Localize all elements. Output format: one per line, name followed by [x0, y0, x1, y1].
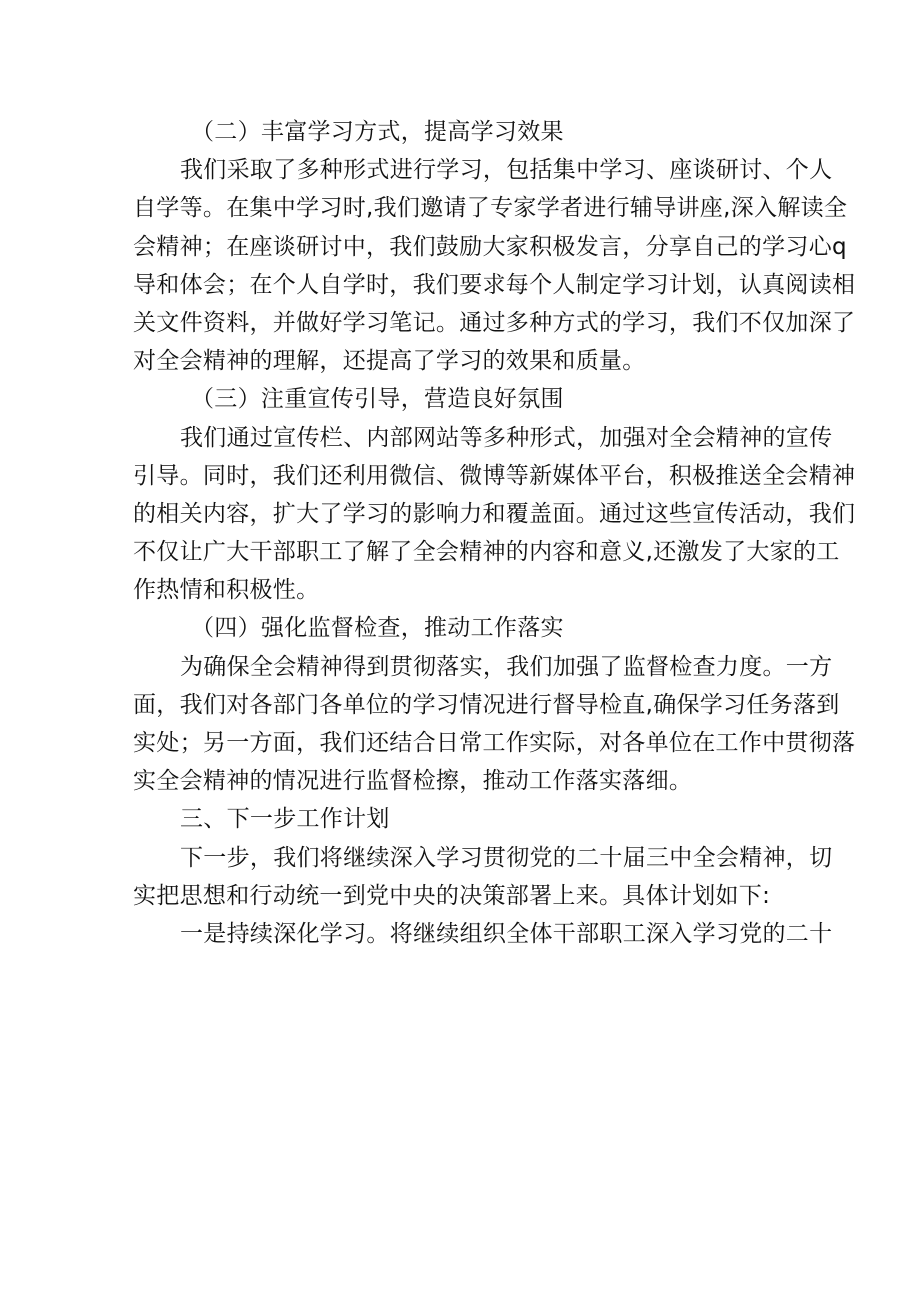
paragraph-line: 的相关内容，扩大了学习的影响力和覆盖面。通过这些宣传活动，我们	[133, 500, 856, 527]
paragraph-line: 会精神；在座谈研讨中，我们鼓励大家积极发言，分享自己的学习心q	[133, 233, 847, 260]
paragraph-line: 对全会精神的理解，还提高了学习的效果和质量。	[133, 348, 646, 375]
paragraph-line: 作热情和积极性。	[133, 577, 320, 604]
section-heading-next-plan	[133, 800, 793, 838]
paragraph-line: 实把思想和行动统一到党中央的决策部署上来。具体计划如下:	[133, 882, 771, 909]
paragraph-line: 自学等。在集中学习时,我们邀请了专家学者进行辅导讲座,深入解读全	[133, 195, 848, 222]
paragraph-supervision	[133, 648, 856, 801]
paragraph-publicity	[133, 419, 856, 610]
heading-line: （二）丰富学习方式，提高学习效果	[191, 119, 564, 145]
heading-line: （三）注重宣传引导，营造良好氛围	[191, 386, 564, 413]
paragraph-plan-item-1	[133, 915, 833, 953]
heading-line: 三、下一步工作计划	[180, 806, 390, 833]
section-heading-3	[133, 380, 793, 418]
paragraph-line: 一是持续深化学习。将继续组织全体干部职工深入学习党的二十	[180, 920, 833, 947]
paragraph-line: 我们通过宣传栏、内部网站等多种形式，加强对全会精神的宣传	[180, 424, 833, 451]
paragraph-line: 实处；另一方面，我们还结合日常工作实际，对各单位在工作中贯彻落	[133, 730, 856, 756]
paragraph-line: 为确保全会精神得到贯彻落实，我们加强了监督检查力度。一方	[180, 653, 833, 680]
section-heading-2	[133, 113, 793, 151]
paragraph-line: 不仅让广大干部职工了解了全会精神的内容和意义,还激发了大家的工	[133, 539, 840, 566]
paragraph-line: 实全会精神的情况进行监督检擦，推动工作落实落细。	[133, 768, 693, 795]
paragraph-line: 面，我们对各部门各单位的学习情况进行督导检直,确保学习任务落到	[133, 691, 840, 718]
paragraph-line: 引导。同时，我们还利用微信、微博等新媒体平台，积极推送全会精神	[133, 462, 856, 489]
section-heading-4	[133, 609, 793, 647]
paragraph-next-step	[133, 839, 833, 915]
paragraph-line: 我们采取了多种形式进行学习，包括集中学习、座谈研讨、个人	[180, 157, 833, 184]
paragraph-line: 下一步，我们将继续深入学习贯彻党的二十届三中全会精神，切	[180, 844, 833, 871]
document-body	[133, 113, 856, 953]
heading-line: （四）强化监督检查，推动工作落实	[191, 615, 564, 642]
paragraph-line: 导和体会；在个人自学时，我们要求每个人制定学习计划，认真阅读相	[133, 271, 856, 298]
paragraph-line: 关文件资料，并做好学习笔记。通过多种方式的学习，我们不仅加深了	[133, 309, 856, 336]
paragraph-study-methods	[133, 151, 856, 380]
